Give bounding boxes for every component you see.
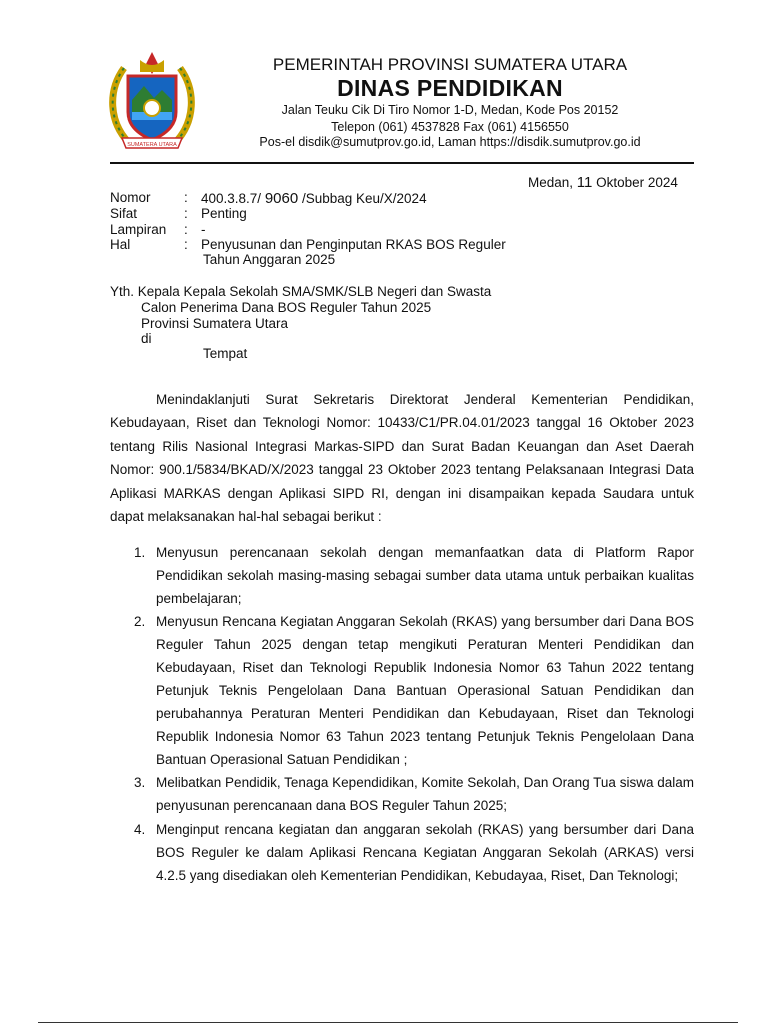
- letterhead-divider: [110, 162, 694, 164]
- intro-paragraph: Menindaklanjuti Surat Sekretaris Direktorat Jenderal Kementerian Pendidikan, Kebudayaan, Riset dan Teknologi Nomor: 10433/C1/PR.04.01/2023 tanggal 16 Oktober 2023 tentang Rilis Nasional Integrasi Markas-SIPD dan Surat Badan Keuangan dan Aset Daerah Nomor: 900.1/5834/BKAD/X/2023 tanggal 23 Oktober 2023 tentang Pelaksanaan Integrasi Data Aplikasi MARKAS dengan Aplikasi SIPD RI, dengan ini disampaikan kepada Saudara untuk dapat melaksanakan hal-hal sebagai berikut :: [110, 392, 694, 525]
- letter-date: Medan, 11 Oktober 2024: [528, 174, 678, 191]
- government-name: PEMERINTAH PROVINSI SUMATERA UTARA: [272, 55, 628, 74]
- recipient-line2: Calon Penerima Dana BOS Reguler Tahun 2025: [141, 300, 432, 315]
- agency-name: DINAS PENDIDIKAN: [337, 75, 563, 101]
- recipient-line1: Yth. Kepala Kepala Sekolah SMA/SMK/SLB Negeri dan Swasta: [110, 284, 492, 299]
- recipient-line3: Provinsi Sumatera Utara: [141, 316, 289, 331]
- agency-contact: Pos-el disdik@sumutprov.go.id, Laman https://disdik.sumutprov.go.id: [259, 135, 641, 149]
- sumatera-utara-coat-of-arms-logo: [104, 50, 200, 156]
- agency-phone: Telepon (061) 4537828 Fax (061) 4156550: [331, 120, 569, 134]
- svg-text:SUMATERA UTARA: SUMATERA UTARA: [127, 142, 177, 148]
- page-bottom-divider: [38, 1022, 738, 1023]
- agency-address: Jalan Teuku Cik Di Tiro Nomor 1-D, Medan, Kode Pos 20152: [281, 103, 619, 117]
- recipient-line4: di: [141, 331, 152, 346]
- recipient-line5: Tempat: [203, 346, 248, 361]
